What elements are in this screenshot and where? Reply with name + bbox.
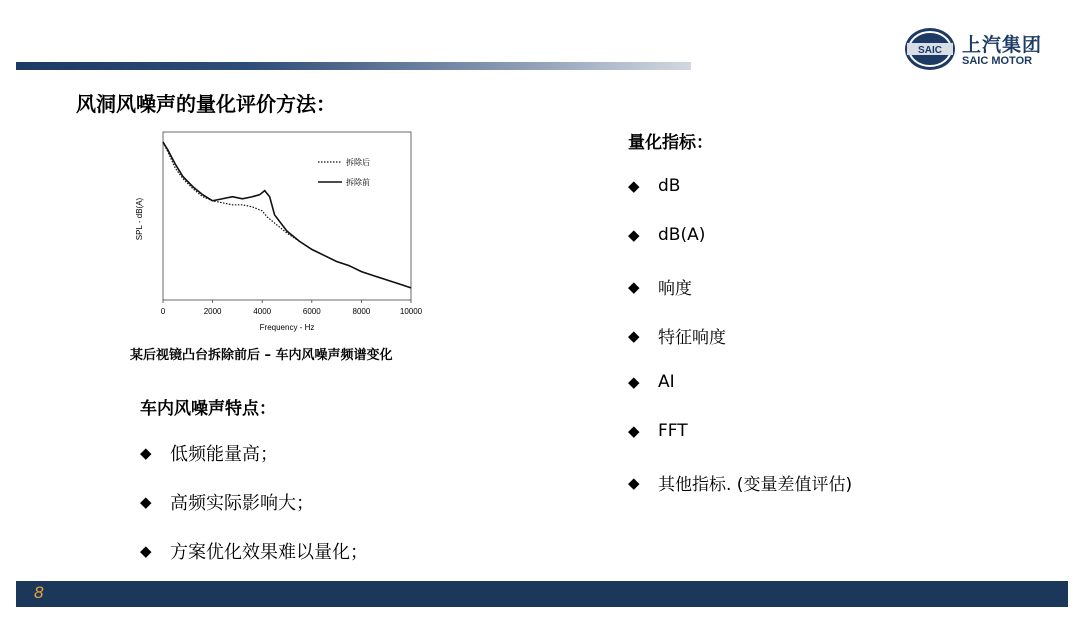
x-axis-label: Frequency - Hz xyxy=(259,323,315,332)
diamond-bullet-icon: ◆ xyxy=(628,326,640,345)
diamond-bullet-icon: ◆ xyxy=(140,542,152,560)
header-gradient-bar xyxy=(16,62,691,70)
x-tick-label: 0 xyxy=(160,307,166,316)
indicator-item xyxy=(628,176,680,196)
indicator-item-label: 特征响度 xyxy=(658,328,726,348)
diamond-bullet-icon: ◆ xyxy=(628,373,640,391)
x-tick-label: 8000 xyxy=(352,307,371,316)
diamond-bullet-icon: ◆ xyxy=(628,226,640,244)
x-tick-label: 10000 xyxy=(399,307,423,316)
feature-item-label: 高频实际影响大； xyxy=(170,493,314,514)
indicator-item-label: dB xyxy=(658,176,681,196)
feature-item xyxy=(140,489,314,515)
legend-label: 拆除后 xyxy=(346,158,370,167)
badge-text: SAIC xyxy=(918,45,942,56)
series-line-2 xyxy=(163,142,411,288)
indicator-item-label: 其他指标. (变量差值评估) xyxy=(658,475,853,495)
logo-chinese-text: 上汽集团 xyxy=(962,34,1043,56)
footer-bar xyxy=(16,581,1068,607)
page-number: 8 xyxy=(34,583,44,602)
x-tick-label: 4000 xyxy=(253,307,272,316)
features-heading: 车内风噪声特点： xyxy=(140,399,276,419)
indicator-item xyxy=(628,372,675,392)
indicator-item xyxy=(628,274,692,299)
indicators-heading: 量化指标： xyxy=(628,133,713,153)
indicator-item xyxy=(628,225,705,245)
indicator-item-label: dB(A) xyxy=(658,225,706,245)
legend-label: 拆除前 xyxy=(346,178,370,187)
saic-badge-icon xyxy=(904,26,956,72)
page-title: 风洞风噪声的量化评价方法： xyxy=(76,92,336,116)
diamond-bullet-icon: ◆ xyxy=(628,177,640,195)
spectrum-chart xyxy=(130,128,430,338)
saic-logo xyxy=(904,26,1064,76)
feature-item-label: 方案优化效果难以量化； xyxy=(170,542,368,563)
logo-english-text: SAIC MOTOR xyxy=(962,55,1033,67)
indicator-item xyxy=(628,470,852,495)
x-tick-label: 6000 xyxy=(302,307,321,316)
plot-frame xyxy=(163,132,411,300)
indicator-item-label: 响度 xyxy=(658,279,692,299)
y-axis-label: SPL - dB(A) xyxy=(135,197,144,241)
indicator-item xyxy=(628,323,726,348)
feature-item-label: 低频能量高； xyxy=(170,444,278,465)
indicator-item-label: AI xyxy=(658,372,675,392)
diamond-bullet-icon: ◆ xyxy=(628,473,640,492)
indicator-item xyxy=(628,421,688,441)
chart-caption: 某后视镜凸台拆除前后 – 车内风噪声频谱变化 xyxy=(130,348,393,363)
x-tick-label: 2000 xyxy=(203,307,222,316)
diamond-bullet-icon: ◆ xyxy=(140,444,152,462)
feature-item xyxy=(140,538,368,564)
indicator-item-label: FFT xyxy=(658,421,688,441)
series-line-1 xyxy=(163,142,411,288)
feature-item xyxy=(140,440,278,466)
diamond-bullet-icon: ◆ xyxy=(628,422,640,440)
diamond-bullet-icon: ◆ xyxy=(140,493,152,511)
diamond-bullet-icon: ◆ xyxy=(628,277,640,296)
